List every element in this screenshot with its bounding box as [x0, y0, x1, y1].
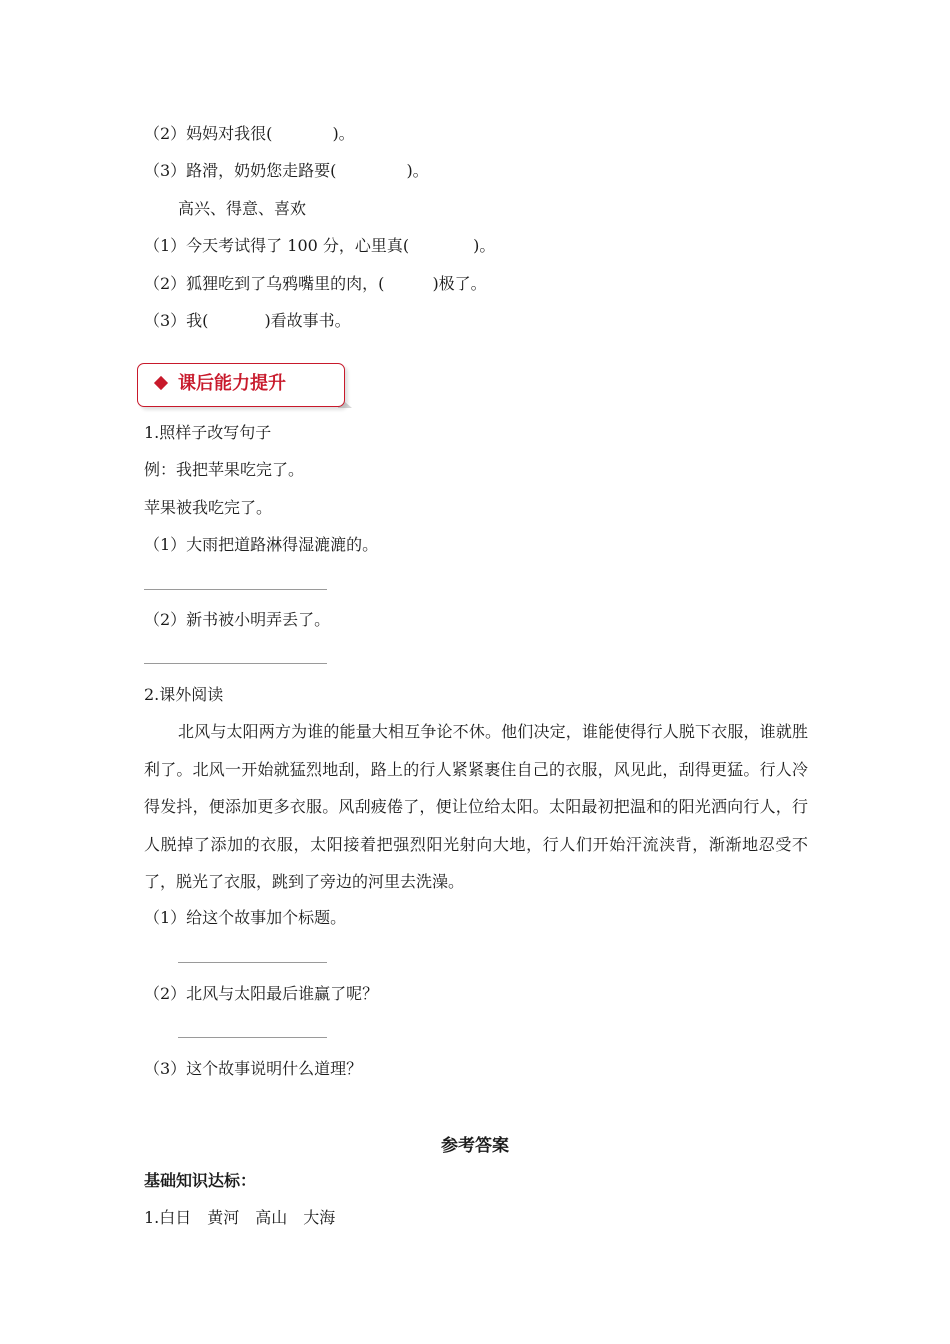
- question-title: 2.课外阅读: [144, 685, 224, 704]
- reading-question: （3）这个故事说明什么道理？: [144, 1059, 363, 1078]
- fill-item: （3）我( )看故事书。: [144, 311, 351, 330]
- word-bank: 高兴、得意、喜欢: [178, 199, 307, 218]
- question-title: 1.照样子改写句子: [144, 423, 272, 442]
- rewrite-item: （2）新书被小明弄丢了。: [144, 610, 331, 629]
- answer-line[interactable]: [144, 589, 327, 590]
- answers-title: 参考答案: [441, 1136, 509, 1156]
- fill-item: （3）路滑，奶奶您走路要( )。: [144, 161, 429, 180]
- fill-item: （2）妈妈对我很( )。: [144, 124, 355, 143]
- example-sentence: 例：我把苹果吃完了。: [144, 460, 305, 479]
- answers-subtitle: 基础知识达标：: [144, 1171, 257, 1190]
- reading-passage: 北风与太阳两方为谁的能量大相互争论不休。他们决定，谁能使得行人脱下衣服，谁就胜利了。北风一开始就猛烈地刮，路上的行人紧紧裹住自己的衣服，风见此，刮得更猛。行人冷得发抖，便添加更多衣服。风刮疲倦了，便让位给太阳。太阳最初把温和的阳光洒向行人，行人脱掉了添加的衣服，太阳接着把强烈阳光射向大地，行人们开始汗流浃背，渐渐地忍受不了，脱光了衣服，跳到了旁边的河里去洗澡。: [144, 722, 808, 891]
- answer-line[interactable]: [178, 962, 327, 963]
- answer-text: 1.白日 黄河 高山 大海: [144, 1208, 336, 1227]
- reading-question: （1）给这个故事加个标题。: [144, 908, 347, 927]
- reading-question: （2）北风与太阳最后谁赢了呢？: [144, 984, 379, 1003]
- example-answer: 苹果被我吃完了。: [144, 498, 273, 517]
- answer-line[interactable]: [144, 663, 327, 664]
- answer-line[interactable]: [178, 1037, 327, 1038]
- fill-item: （2）狐狸吃到了乌鸦嘴里的肉，( )极了。: [144, 274, 487, 293]
- section-title: 课后能力提升: [178, 373, 286, 394]
- fill-item: （1）今天考试得了 100 分，心里真( )。: [144, 236, 496, 255]
- rewrite-item: （1）大雨把道路淋得湿漉漉的。: [144, 535, 379, 554]
